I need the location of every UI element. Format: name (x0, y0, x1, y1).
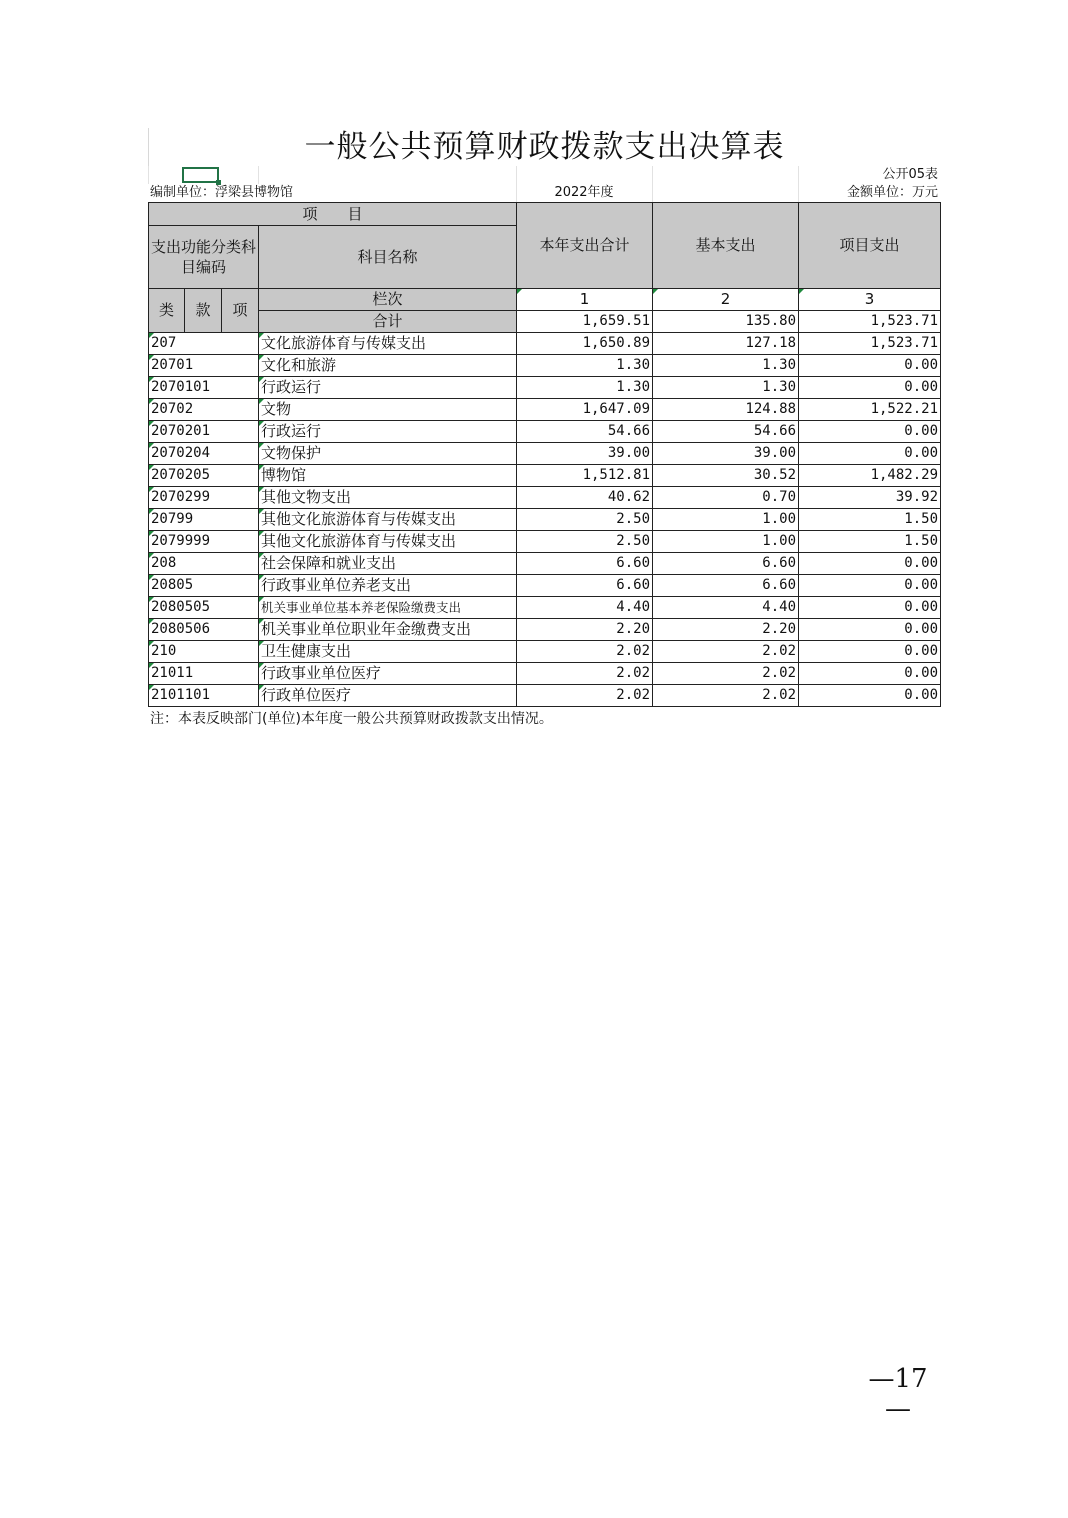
row-basic: 2.02 (653, 641, 799, 663)
total-value: 1,659.51 (517, 311, 653, 333)
row-code: 2079999 (149, 531, 259, 553)
col-number-1: 1 (517, 289, 653, 311)
table-row (149, 663, 941, 685)
row-name: 行政运行 (259, 421, 517, 443)
row-project: 0.00 (799, 355, 941, 377)
header-func-code: 支出功能分类科目编码 (149, 226, 259, 289)
row-name: 博物馆 (259, 465, 517, 487)
row-project: 0.00 (799, 377, 941, 399)
row-basic: 4.40 (653, 597, 799, 619)
row-name: 其他文化旅游体育与传媒支出 (259, 531, 517, 553)
form-number: 公开05表 (882, 167, 938, 182)
header-item: 项 目 (149, 203, 517, 226)
row-name: 行政事业单位养老支出 (259, 575, 517, 597)
row-project: 0.00 (799, 663, 941, 685)
table-body (149, 333, 941, 707)
table-row (149, 597, 941, 619)
row-basic: 1.30 (653, 377, 799, 399)
header-subject-name: 科目名称 (259, 226, 517, 289)
title-row (148, 128, 940, 166)
selected-cell[interactable] (182, 167, 219, 183)
row-project: 1.50 (799, 531, 941, 553)
row-project: 0.00 (799, 421, 941, 443)
row-total: 2.20 (517, 619, 653, 641)
row-total: 2.02 (517, 663, 653, 685)
row-code: 20799 (149, 509, 259, 531)
table-row (149, 685, 941, 707)
row-total: 6.60 (517, 553, 653, 575)
row-basic: 1.30 (653, 355, 799, 377)
row-project: 39.92 (799, 487, 941, 509)
form-number-row (148, 166, 940, 184)
page-number: —17— (868, 1364, 928, 1424)
table-row (149, 531, 941, 553)
row-basic: 2.20 (653, 619, 799, 641)
row-total: 1,512.81 (517, 465, 653, 487)
gridlines (148, 166, 940, 184)
row-code: 2080505 (149, 597, 259, 619)
header-col-project: 项目支出 (799, 203, 941, 289)
row-total: 1,650.89 (517, 333, 653, 355)
header-col-basic: 基本支出 (653, 203, 799, 289)
row-total: 39.00 (517, 443, 653, 465)
row-total: 2.50 (517, 531, 653, 553)
header-lei: 类 (149, 289, 185, 333)
table-row (149, 355, 941, 377)
row-name: 其他文化旅游体育与传媒支出 (259, 509, 517, 531)
row-basic: 30.52 (653, 465, 799, 487)
table-row (149, 509, 941, 531)
row-project: 0.00 (799, 553, 941, 575)
row-code: 2070201 (149, 421, 259, 443)
row-code: 2070101 (149, 377, 259, 399)
table-row (149, 575, 941, 597)
table-row (149, 333, 941, 355)
row-project: 0.00 (799, 575, 941, 597)
reporting-unit: 编制单位：浮梁县博物馆 (150, 185, 294, 200)
row-total: 54.66 (517, 421, 653, 443)
row-name: 其他文物支出 (259, 487, 517, 509)
row-name: 行政事业单位医疗 (259, 663, 517, 685)
row-code: 2080506 (149, 619, 259, 641)
row-total: 2.02 (517, 685, 653, 707)
budget-table (148, 202, 941, 707)
row-name: 行政运行 (259, 377, 517, 399)
row-basic: 0.70 (653, 487, 799, 509)
row-project: 1.50 (799, 509, 941, 531)
row-code: 20805 (149, 575, 259, 597)
table-row (149, 553, 941, 575)
row-project: 1,523.71 (799, 333, 941, 355)
row-total: 1.30 (517, 377, 653, 399)
row-code: 2070299 (149, 487, 259, 509)
table-row (149, 443, 941, 465)
table-row (149, 421, 941, 443)
row-basic: 2.02 (653, 685, 799, 707)
spreadsheet (148, 128, 940, 731)
table-row (149, 377, 941, 399)
row-basic: 6.60 (653, 553, 799, 575)
header-col-total: 本年支出合计 (517, 203, 653, 289)
row-basic: 1.00 (653, 509, 799, 531)
row-basic: 127.18 (653, 333, 799, 355)
row-code: 207 (149, 333, 259, 355)
page-title: 一般公共预算财政拨款支出决算表 (304, 129, 785, 165)
row-total: 4.40 (517, 597, 653, 619)
row-code: 20702 (149, 399, 259, 421)
row-total: 2.02 (517, 641, 653, 663)
row-name: 社会保障和就业支出 (259, 553, 517, 575)
row-name: 文物保护 (259, 443, 517, 465)
row-basic: 1.00 (653, 531, 799, 553)
row-project: 0.00 (799, 641, 941, 663)
total-label: 合计 (259, 311, 517, 333)
total-value: 135.80 (653, 311, 799, 333)
row-name: 文化和旅游 (259, 355, 517, 377)
header-lanci: 栏次 (259, 289, 517, 311)
table-row (149, 487, 941, 509)
table-row (149, 641, 941, 663)
fiscal-year: 2022年度 (554, 185, 614, 200)
row-project: 1,522.21 (799, 399, 941, 421)
row-total: 40.62 (517, 487, 653, 509)
row-code: 2101101 (149, 685, 259, 707)
unit-row (148, 184, 940, 202)
row-project: 0.00 (799, 619, 941, 641)
row-code: 2070205 (149, 465, 259, 487)
total-value: 1,523.71 (799, 311, 941, 333)
row-project: 0.00 (799, 443, 941, 465)
amount-unit: 金额单位：万元 (846, 185, 938, 200)
row-code: 2070204 (149, 443, 259, 465)
table-row (149, 399, 941, 421)
row-basic: 6.60 (653, 575, 799, 597)
table-row (149, 465, 941, 487)
table-row (149, 619, 941, 641)
row-basic: 2.02 (653, 663, 799, 685)
table-note: 注：本表反映部门(单位)本年度一般公共预算财政拨款支出情况。 (150, 711, 553, 727)
row-project: 0.00 (799, 685, 941, 707)
row-name: 机关事业单位基本养老保险缴费支出 (259, 597, 517, 619)
row-name: 机关事业单位职业年金缴费支出 (259, 619, 517, 641)
row-code: 21011 (149, 663, 259, 685)
row-total: 1.30 (517, 355, 653, 377)
row-total: 2.50 (517, 509, 653, 531)
row-code: 210 (149, 641, 259, 663)
col-number-2: 2 (653, 289, 799, 311)
row-name: 行政单位医疗 (259, 685, 517, 707)
row-project: 1,482.29 (799, 465, 941, 487)
row-total: 1,647.09 (517, 399, 653, 421)
row-name: 文物 (259, 399, 517, 421)
row-basic: 54.66 (653, 421, 799, 443)
row-basic: 39.00 (653, 443, 799, 465)
row-code: 20701 (149, 355, 259, 377)
row-total: 6.60 (517, 575, 653, 597)
row-code: 208 (149, 553, 259, 575)
row-basic: 124.88 (653, 399, 799, 421)
header-kuan: 款 (185, 289, 222, 333)
header-xiang: 项 (222, 289, 259, 333)
row-name: 卫生健康支出 (259, 641, 517, 663)
row-name: 文化旅游体育与传媒支出 (259, 333, 517, 355)
row-project: 0.00 (799, 597, 941, 619)
col-number-3: 3 (799, 289, 941, 311)
